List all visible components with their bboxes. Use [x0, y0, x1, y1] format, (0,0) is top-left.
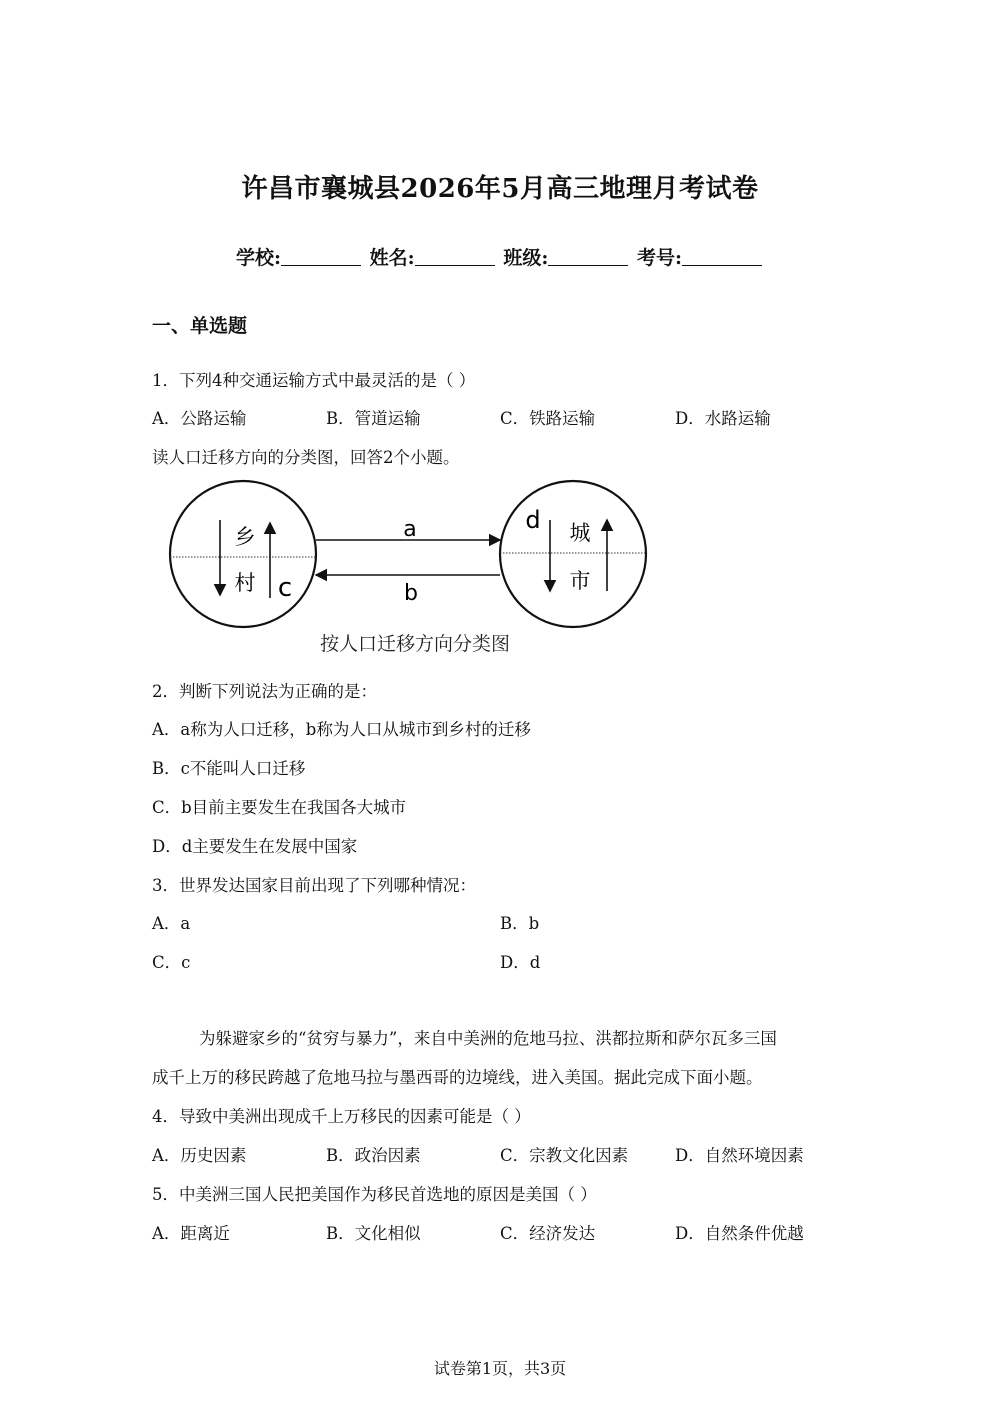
question-3-option-c: C．c [152, 953, 191, 972]
label-b: b [404, 581, 418, 606]
question-1-option-a: A．公路运输 [152, 409, 247, 428]
school-label: 学校: [236, 247, 282, 269]
rural-label-bottom: 村 [234, 571, 256, 595]
school-blank [281, 247, 361, 266]
question-4-option-a: A．历史因素 [152, 1146, 247, 1165]
page-footer: 试卷第1页，共3页 [433, 1359, 567, 1378]
question-2-stem: 2．判断下列说法为正确的是： [152, 682, 377, 701]
exam-title: 许昌市襄城县2026年5月高三地理月考试卷 [241, 174, 759, 204]
question-2-option-c: C．b目前主要发生在我国各大城市 [152, 798, 407, 817]
question-1-stem: 1．下列4种交通运输方式中最灵活的是（ ） [152, 371, 476, 390]
question-2-option-a: A．a称为人口迁移，b称为人口从城市到乡村的迁移 [152, 720, 531, 739]
question-2-option-b: B．c不能叫人口迁移 [152, 759, 306, 778]
question-4-option-c: C．宗教文化因素 [500, 1146, 629, 1165]
question-3-stem: 3．世界发达国家目前出现了下列哪种情况： [152, 876, 476, 895]
name-blank [415, 247, 495, 266]
question-1-option-b: B．管道运输 [326, 409, 421, 428]
rural-circle [170, 481, 316, 627]
passage-line-1: 为躲避家乡的“贫穷与暴力”，来自中美洲的危地马拉、洪都拉斯和萨尔瓦多三国 [199, 1029, 777, 1048]
exam-number-label: 考号: [636, 247, 682, 269]
label-a: a [403, 517, 417, 542]
migration-diagram [160, 478, 660, 663]
question-2-option-d: D．d主要发生在发展中国家 [152, 837, 358, 856]
label-d: d [525, 506, 541, 534]
urban-label-bottom: 市 [569, 569, 591, 593]
question-3-option-a: A．a [152, 914, 191, 933]
question-5-option-a: A．距离近 [152, 1224, 230, 1243]
question-3-option-d: D．d [500, 953, 541, 972]
rural-label-top: 乡 [234, 525, 256, 549]
class-label: 班级: [503, 247, 549, 269]
exam-number-blank [682, 247, 762, 266]
urban-circle [500, 481, 646, 627]
class-blank [548, 247, 628, 266]
section-heading: 一、单选题 [152, 315, 248, 337]
label-c: c [277, 573, 293, 603]
question-4-option-d: D．自然环境因素 [675, 1146, 804, 1165]
question-5-option-d: D．自然条件优越 [675, 1224, 804, 1243]
name-label: 姓名: [369, 247, 415, 269]
figure-caption: 按人口迁移方向分类图 [319, 633, 511, 655]
question-1-option-d: D．水路运输 [675, 409, 771, 428]
question-5-option-b: B．文化相似 [326, 1224, 421, 1243]
figure-intro: 读人口迁移方向的分类图，回答2个小题。 [152, 448, 460, 467]
question-4-option-b: B．政治因素 [326, 1146, 421, 1165]
question-5-stem: 5．中美洲三国人民把美国作为移民首选地的原因是美国（ ） [152, 1185, 597, 1204]
student-info-row [0, 243, 1000, 270]
question-5-option-c: C．经济发达 [500, 1224, 596, 1243]
urban-label-top: 城 [569, 521, 591, 545]
question-4-stem: 4．导致中美洲出现成千上万移民的因素可能是（ ） [152, 1107, 531, 1126]
passage-line-2: 成千上万的移民跨越了危地马拉与墨西哥的边境线，进入美国。据此完成下面小题。 [152, 1068, 763, 1087]
question-1-option-c: C．铁路运输 [500, 409, 596, 428]
question-3-option-b: B．b [500, 914, 540, 933]
